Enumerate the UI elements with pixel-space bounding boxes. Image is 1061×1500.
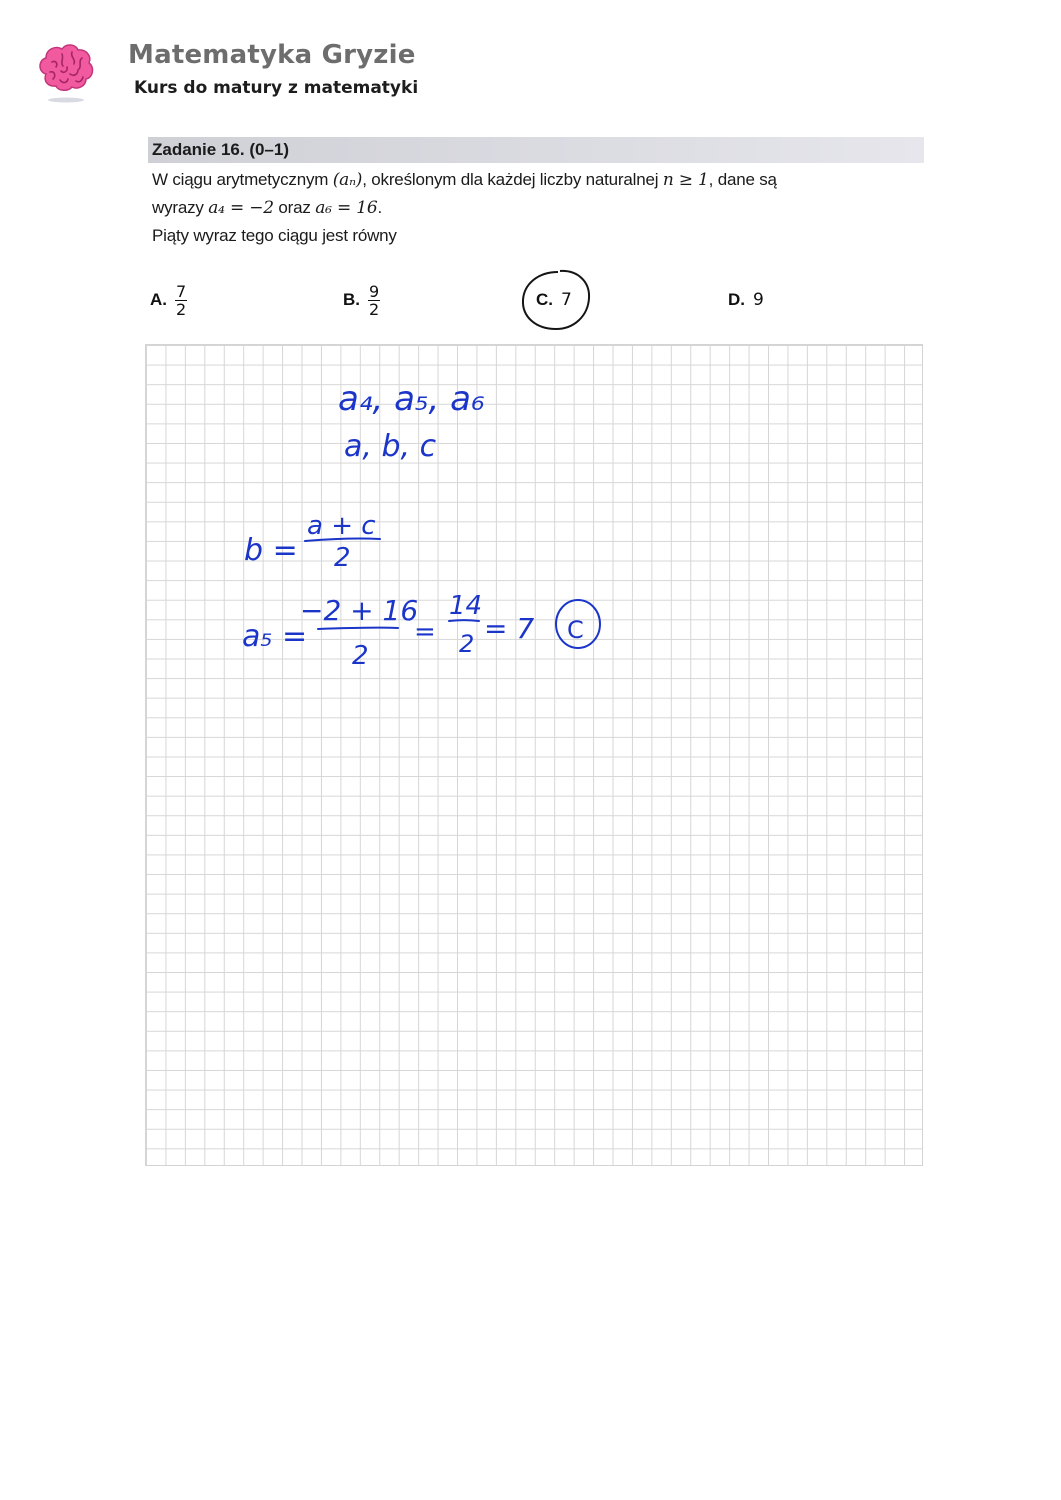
option-letter: A.: [150, 290, 167, 309]
task-line-2: [152, 194, 924, 222]
sequence-notation: (aₙ): [332, 170, 363, 190]
option-letter: D.: [728, 290, 745, 309]
handwriting-terms: a₄, a₅, a₆: [338, 379, 485, 419]
answer-options: [150, 270, 910, 330]
fraction-denominator: 2: [369, 299, 380, 319]
task-statement: [148, 137, 924, 250]
option-d[interactable]: [728, 270, 764, 330]
task-text: , określonym dla każdej liczby naturalnej: [362, 170, 663, 189]
option-fraction: [368, 283, 380, 318]
fraction-numerator: 9: [369, 281, 380, 301]
option-letter: C.: [536, 290, 553, 309]
task-header: Zadanie 16. (0–1): [148, 137, 924, 163]
task-line-1: [152, 166, 924, 194]
task-line-3: Piąty wyraz tego ciągu jest równy: [152, 226, 397, 245]
handwriting-formula-lhs: b =: [244, 533, 298, 568]
term-a4: a₄ = −2: [208, 198, 274, 218]
handwriting-fraction-numerator: 14: [449, 591, 483, 621]
task-text: wyrazy: [152, 198, 209, 217]
option-a[interactable]: [150, 270, 187, 330]
brand-header: [34, 40, 454, 110]
handwriting-calc-lhs: a₅ =: [242, 619, 308, 654]
handwriting-equals: =: [414, 617, 436, 647]
handwriting-calc-denominator: 2: [352, 641, 369, 671]
brand-title: Matematyka Gryzie: [128, 40, 416, 70]
brand-subtitle: Kurs do matury z matematyki: [134, 78, 419, 98]
natural-number-condition: n ≥ 1: [662, 170, 709, 190]
handwriting-letters: a, b, c: [344, 429, 437, 464]
task-text: .: [377, 198, 382, 217]
handwriting-formula-numerator: a + c: [307, 511, 376, 541]
option-letter: B.: [343, 290, 360, 309]
squared-paper-work-area: [145, 344, 923, 1166]
option-fraction: [175, 283, 187, 318]
option-b[interactable]: [343, 270, 380, 330]
brain-icon: [34, 40, 98, 104]
option-c[interactable]: [536, 270, 572, 330]
fraction-numerator: 7: [176, 281, 187, 301]
handwriting-result: = 7: [484, 612, 535, 645]
fraction-denominator: 2: [176, 299, 187, 319]
term-a6: a₆ = 16: [315, 198, 378, 218]
handwriting-fraction-denominator: 2: [459, 630, 475, 658]
task-text: oraz: [273, 198, 316, 217]
task-text: W ciągu arytmetycznym: [152, 170, 333, 189]
handwriting-formula-denominator: 2: [334, 543, 351, 573]
handwriting-answer-letter: C: [567, 616, 584, 644]
task-text: , dane są: [708, 170, 777, 189]
option-value: 9: [753, 290, 764, 310]
handwriting-calc-numerator: −2 + 16: [300, 594, 419, 627]
option-value: 7: [561, 290, 572, 310]
task-body: [148, 166, 924, 250]
